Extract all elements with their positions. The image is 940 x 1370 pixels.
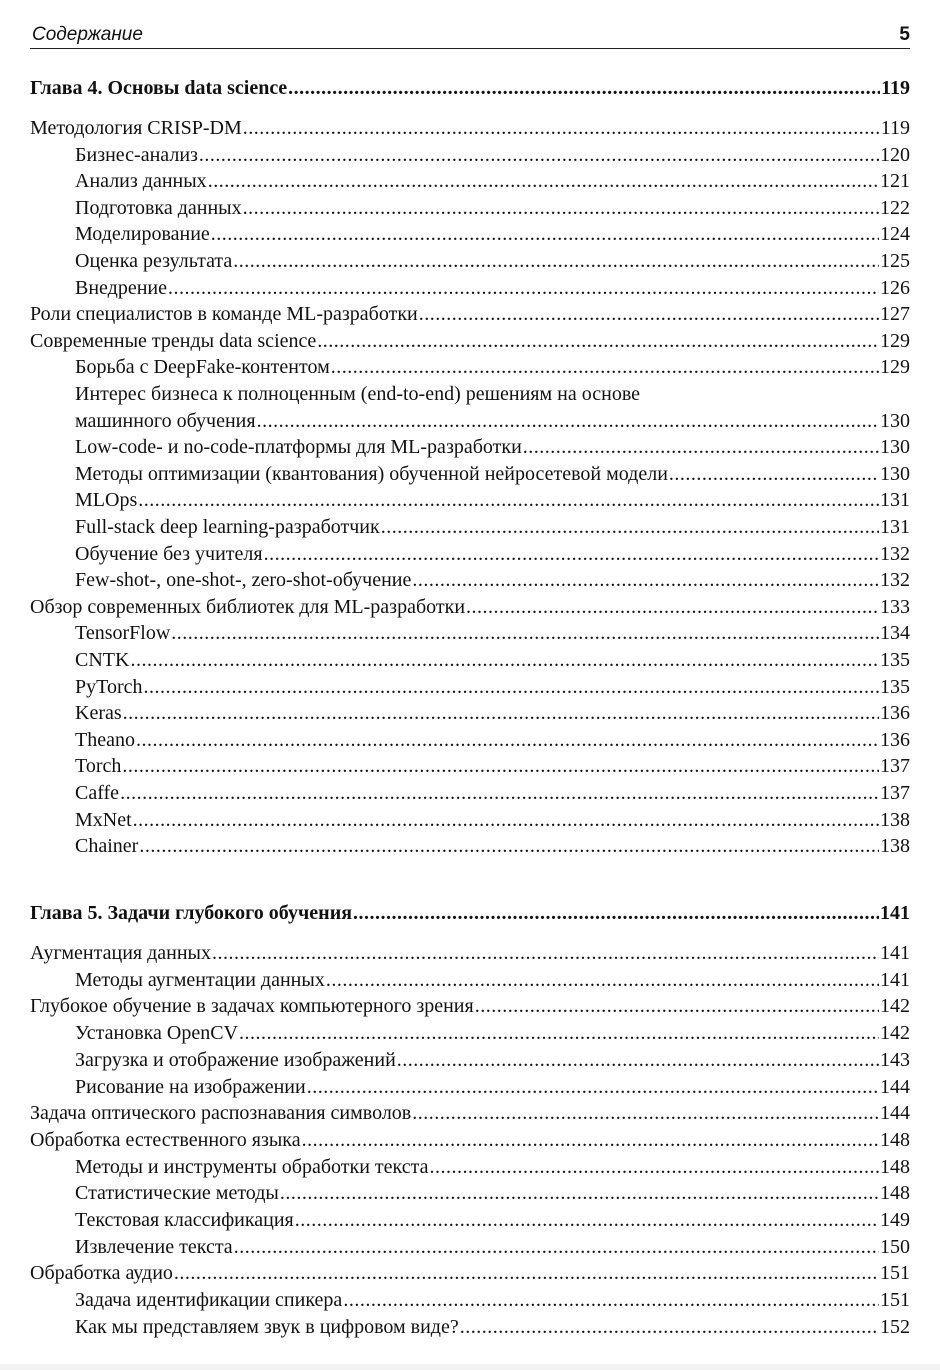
toc-page-number: 136 [880,702,910,725]
dot-leader [460,1314,879,1340]
toc-entry-title: машинного обучения [75,409,256,432]
toc-page-number: 138 [880,835,910,858]
toc-entry-subsection[interactable] [75,1207,910,1233]
toc-entry-subsection[interactable] [75,780,910,806]
toc-entry-subsection[interactable] [75,1234,910,1260]
toc-entry-title: Анализ данных [75,170,207,193]
running-header-title: Содержание [32,24,143,45]
toc-entry-title: Борьба с DeepFake-контентом [75,356,330,379]
toc-entry-title: TensorFlow [75,622,171,645]
toc-entry-title: Theano [75,728,135,751]
toc-entry-subsection[interactable] [75,275,910,301]
toc-page-number: 151 [880,1289,910,1312]
toc-page-number: 143 [880,1048,910,1071]
toc-page-number: 141 [880,968,910,991]
toc-entry-title: Torch [75,755,122,778]
toc-entry-title: PyTorch [75,675,143,698]
dot-leader [123,700,879,726]
toc-page-number: 125 [880,250,910,272]
toc-entry-subsection[interactable] [75,1314,910,1340]
dot-leader [412,567,879,593]
page-bottom-edge [0,1364,940,1370]
toc-entry-section[interactable] [30,993,910,1019]
toc-entry-title: Обзор современных библиотек для ML-разработки [30,595,466,618]
toc-entry-section[interactable] [30,1127,910,1153]
toc-entry-title: Low-code- и no-code-платформы для ML-разработки [75,436,522,459]
toc-page-number: 148 [880,1155,910,1178]
toc-entry-title: Статистические методы [75,1182,279,1205]
dot-leader [168,275,879,301]
dot-leader [307,1074,879,1100]
dot-leader [174,1260,879,1286]
toc-entry-title: Рисование на изображении [75,1075,306,1098]
toc-entry-title: Как мы представляем звук в цифровом виде? [75,1315,459,1338]
toc-entry-section[interactable] [30,940,910,966]
dot-leader [234,1234,879,1260]
toc-page-number: 122 [880,196,910,219]
dot-leader [133,807,879,833]
toc-chapter-heading[interactable] [30,900,910,926]
toc-entry-subsection[interactable] [75,567,910,593]
toc-entry-title: Установка OpenCV [75,1022,239,1045]
toc-entry-title: Бизнес-анализ [75,143,198,166]
dot-leader [669,461,879,487]
toc-entry-title: Извлечение текста [75,1235,233,1258]
toc-entry-section[interactable] [30,1100,910,1126]
toc-entry-subsection[interactable] [75,1154,910,1180]
toc-entry-title: Обработка аудио [30,1262,173,1285]
dot-leader [122,753,879,779]
toc-entry-title-line1[interactable]: Интерес бизнеса к полноценным (end-to-end) решениям на основе [75,383,641,405]
toc-page-number: 150 [880,1235,910,1258]
dot-leader [243,195,879,221]
toc-page-number: 138 [880,808,910,831]
toc-entry-subsection[interactable] [75,1180,910,1206]
toc-page-number: 141 [880,902,910,924]
toc-entry-title: Текстовая классификация [75,1209,294,1231]
dot-leader [143,674,879,700]
dot-leader [381,514,879,540]
toc-page-number: 121 [880,170,910,193]
toc-entry-title: Few-shot-, one-shot-, zero-shot-обучение [75,569,412,592]
toc-entry-subsection[interactable] [75,434,910,460]
dot-leader [302,1127,879,1153]
dot-leader [139,833,879,859]
toc-entry-title: Оценка результата [75,250,233,272]
toc-entry-title: Внедрение [75,276,167,299]
toc-page-number: 142 [880,1022,910,1045]
running-header-page-number: 5 [899,24,910,45]
toc-entry-section[interactable] [30,1260,910,1286]
dot-leader [475,993,879,1019]
toc-entry-subsection[interactable] [75,647,910,673]
dot-leader [280,1180,879,1206]
toc-page-number: 119 [880,117,910,139]
toc-entry-section[interactable] [30,328,910,354]
toc-entry-subsection[interactable] [75,1074,910,1100]
toc-page-number: 135 [880,675,910,698]
toc-page-number: 132 [880,542,910,565]
toc-entry-subsection[interactable] [75,514,910,540]
toc-page-number: 149 [880,1209,910,1231]
dot-leader [243,115,880,141]
toc-entry-section[interactable] [30,301,910,327]
dot-leader [317,328,879,354]
toc-entry-title: MxNet [75,808,132,831]
toc-entry-title: Загрузка и отображение изображений [75,1048,396,1071]
dot-leader [343,1287,879,1313]
toc-entry-title: Методология CRISP-DM [30,117,242,139]
toc-entry-title: MLOps [75,489,138,512]
toc-page-number: 126 [880,276,910,299]
dot-leader [326,967,879,993]
toc-entry-subsection[interactable] [75,408,910,434]
toc-entry-title: Методы аугментации данных [75,968,325,991]
toc-entry-subsection[interactable] [75,168,910,194]
toc-entry-subsection[interactable] [75,674,910,700]
toc-entry-title: Глубокое обучение в задачах компьютерного зрения [30,995,474,1018]
toc-page-number: 135 [880,649,910,671]
toc-entry-title: Подготовка данных [75,196,242,219]
toc-page-number: 130 [880,409,910,432]
toc-entry-subsection[interactable] [75,967,910,993]
toc-page-number: 137 [880,755,910,778]
toc-page-number: 131 [880,489,910,512]
toc-entry-subsection[interactable] [75,753,910,779]
dot-leader [136,727,879,753]
toc-page-number: 148 [880,1182,910,1205]
toc-page-number: 142 [880,995,910,1018]
toc-page-number: 130 [880,462,910,485]
toc-page-number: 151 [880,1262,910,1285]
toc-entry-title: Современные тренды data science [30,329,317,352]
toc-entry-title: Задача идентификации спикера [75,1289,343,1312]
dot-leader [120,780,879,806]
dot-leader [257,408,879,434]
toc-page-number: 134 [880,622,910,645]
dot-leader [429,1154,879,1180]
dot-leader [523,434,879,460]
toc-entry-title: Keras [75,702,122,725]
dot-leader [211,221,879,247]
toc-entry-title: Chainer [75,835,139,858]
toc-entry-subsection[interactable] [75,620,910,646]
toc-entry-subsection[interactable] [75,221,910,247]
toc-entry-subsection[interactable] [75,833,910,859]
dot-leader [130,647,879,673]
toc-entry-subsection[interactable] [75,700,910,726]
toc-entry-section[interactable] [30,115,910,141]
toc-page-number: 141 [880,942,910,964]
toc-entry-subsection[interactable] [75,487,910,513]
toc-entry-title: Моделирование [75,223,210,246]
toc-page-number: 132 [880,569,910,592]
toc-page-number: 137 [880,782,910,804]
toc-page-number: 144 [880,1102,910,1125]
toc-entry-subsection[interactable] [75,727,910,753]
dot-leader [138,487,879,513]
toc-page-number: 131 [880,516,910,538]
toc-entry-title: Задача оптического распознавания символов [30,1102,412,1125]
toc-page-number: 152 [880,1315,910,1338]
toc-entry-title: Обработка естественного языка [30,1128,301,1151]
toc-entry-title: Методы и инструменты обработки текста [75,1155,429,1178]
toc-page-number: 144 [880,1075,910,1098]
toc-page-number: 120 [880,143,910,166]
dot-leader [212,940,879,966]
toc-entry-title: CNTK [75,649,130,671]
toc-entry-title: Аугментация данных [30,942,211,964]
dot-leader [288,75,880,101]
toc-chapter-heading[interactable] [30,75,910,101]
toc-page-number: 129 [880,356,910,379]
dot-leader [397,1047,879,1073]
toc-page-number: 124 [880,223,910,246]
toc-entry-subsection[interactable] [75,807,910,833]
toc-page-number: 129 [880,329,910,352]
toc-page-number: 133 [880,595,910,618]
dot-leader [208,168,879,194]
toc-entry-subsection[interactable] [75,248,910,274]
dot-leader [233,248,879,274]
toc-chapter-title: Глава 5. Задачи глубокого обучения [30,902,353,924]
toc-entry-section[interactable] [30,594,910,620]
toc-entry-subsection[interactable] [75,1047,910,1073]
toc-entry-title: Full-stack deep learning-разработчик [75,516,380,538]
toc-entry-subsection[interactable] [75,195,910,221]
toc-entry-subsection[interactable] [75,1287,910,1313]
toc-page-number: 119 [881,77,910,99]
dot-leader [331,354,879,380]
toc-entry-title: Роли специалистов в команде ML-разработки [30,303,418,326]
toc-entry-subsection[interactable] [75,142,910,168]
toc-entry-title: Caffe [75,782,120,804]
toc-page-number: 127 [880,303,910,326]
dot-leader [353,900,879,926]
toc-entry-title: Обучение без учителя [75,542,263,565]
toc-chapter-title: Глава 4. Основы data science [30,77,288,99]
dot-leader [239,1020,879,1046]
toc-page-number: 130 [880,436,910,459]
toc-entry-subsection[interactable] [75,461,910,487]
toc-entry-subsection[interactable] [75,541,910,567]
toc-page-number: 148 [880,1128,910,1151]
dot-leader [295,1207,879,1233]
toc-entry-subsection[interactable] [75,354,910,380]
dot-leader [171,620,879,646]
toc-entry-title: Методы оптимизации (квантования) обученной нейросетевой модели [75,462,668,485]
toc-page-number: 136 [880,728,910,751]
toc-entry-subsection[interactable] [75,1020,910,1046]
dot-leader [419,301,879,327]
running-header [30,24,910,49]
dot-leader [199,142,879,168]
dot-leader [466,594,879,620]
dot-leader [264,541,879,567]
dot-leader [412,1100,879,1126]
